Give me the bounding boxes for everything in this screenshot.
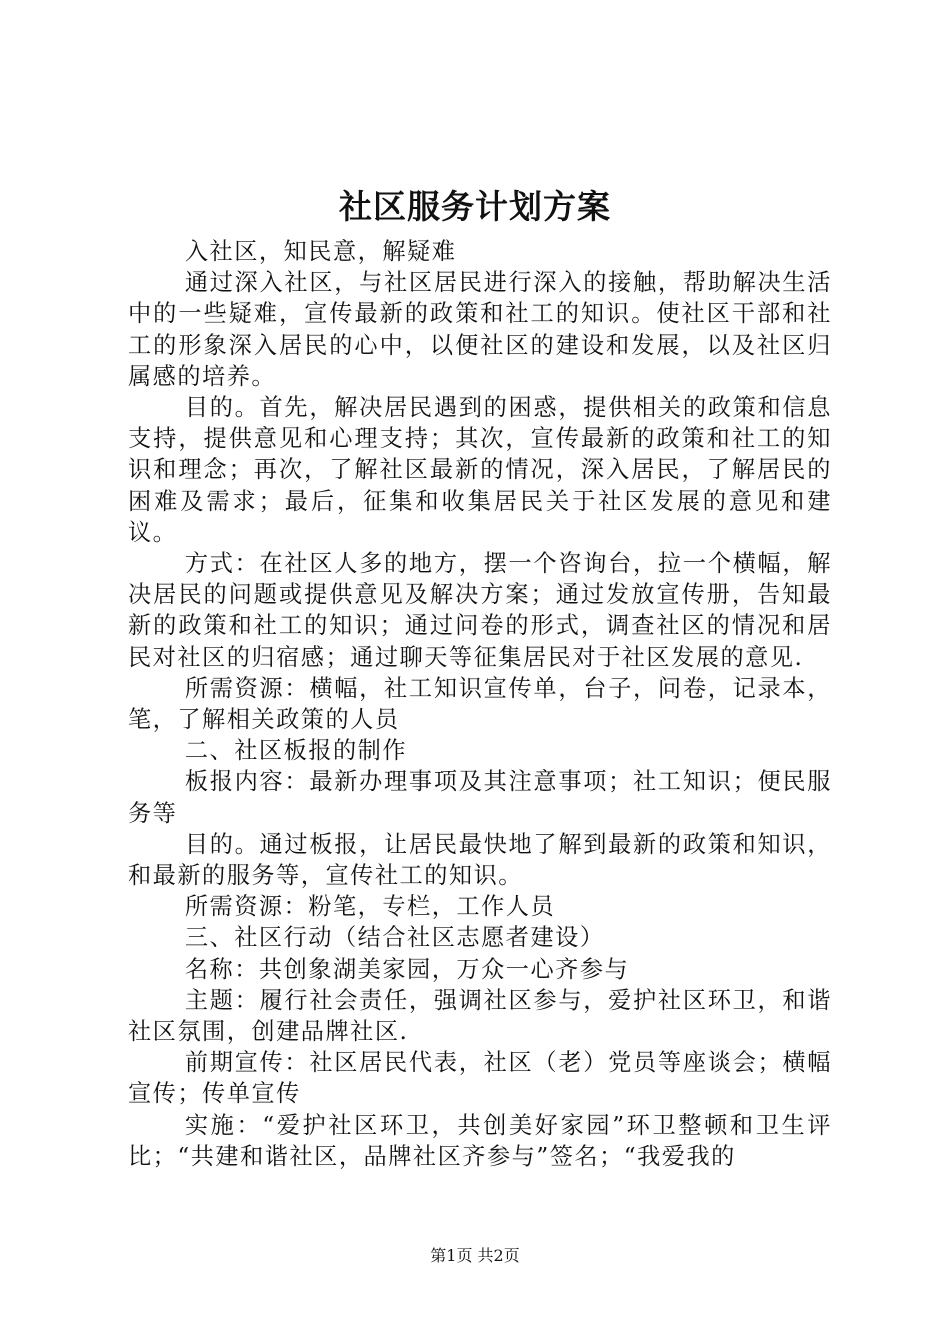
- paragraph: 前期宣传：社区居民代表，社区（老）党员等座谈会；横幅宣传；传单宣传: [128, 1049, 832, 1108]
- document-body: [128, 236, 832, 1172]
- paragraph: 实施：“爱护社区环卫，共创美好家园”环卫整顿和卫生评比；“共建和谐社区，品牌社区齐参与”签名；“我爱我的: [128, 1111, 832, 1170]
- paragraph: 目的。首先，解决居民遇到的困惑，提供相关的政策和信息支持，提供意见和心理支持；其次，宣传最新的政策和社工的知识和理念；再次，了解社区最新的情况，深入居民，了解居民的困难及需求；最后，征集和收集居民关于社区发展的意见和建议。: [128, 394, 832, 546]
- section-heading: 二、社区板报的制作: [184, 737, 408, 765]
- paragraph: 目的。通过板报，让居民最快地了解到最新的政策和知识，和最新的服务等，宣传社工的知识。: [128, 830, 832, 890]
- paragraph: 所需资源：粉笔，专栏，工作人员: [184, 893, 556, 921]
- document-title: 社区服务计划方案: [339, 187, 611, 226]
- paragraph: 主题：履行社会责任，强调社区参与，爱护社区环卫，和谐社区氛围，创建品牌社区.: [128, 986, 832, 1046]
- paragraph: 通过深入社区，与社区居民进行深入的接触，帮助解决生活中的一些疑难，宣传最新的政策和社工的知识。使社区干部和社工的形象深入居民的心中，以便社区的建设和发展，以及社区归属感的培养。: [128, 269, 832, 390]
- section-heading: 三、社区行动（结合社区志愿者建设）: [184, 924, 605, 952]
- paragraph: 所需资源：横幅，社工知识宣传单，台子，问卷，记录本，笔，了解相关政策的人员: [128, 674, 832, 734]
- paragraph: 方式：在社区人多的地方，摆一个咨询台，拉一个横幅，解决居民的问题或提供意见及解决方案；通过发放宣传册，告知最新的政策和社工的知识；通过问卷的形式，调查社区的情况和居民对社区的归宿感；通过聊天等征集居民对于社区发展的意见.: [128, 550, 832, 671]
- paragraph: 板报内容：最新办理事项及其注意事项；社工知识；便民服务等: [128, 768, 832, 827]
- page-footer: 第1页 共2页: [430, 1246, 520, 1265]
- paragraph: 入社区，知民意，解疑难: [184, 238, 457, 265]
- paragraph: 名称：共创象湖美家园，万众一心齐参与: [184, 955, 630, 983]
